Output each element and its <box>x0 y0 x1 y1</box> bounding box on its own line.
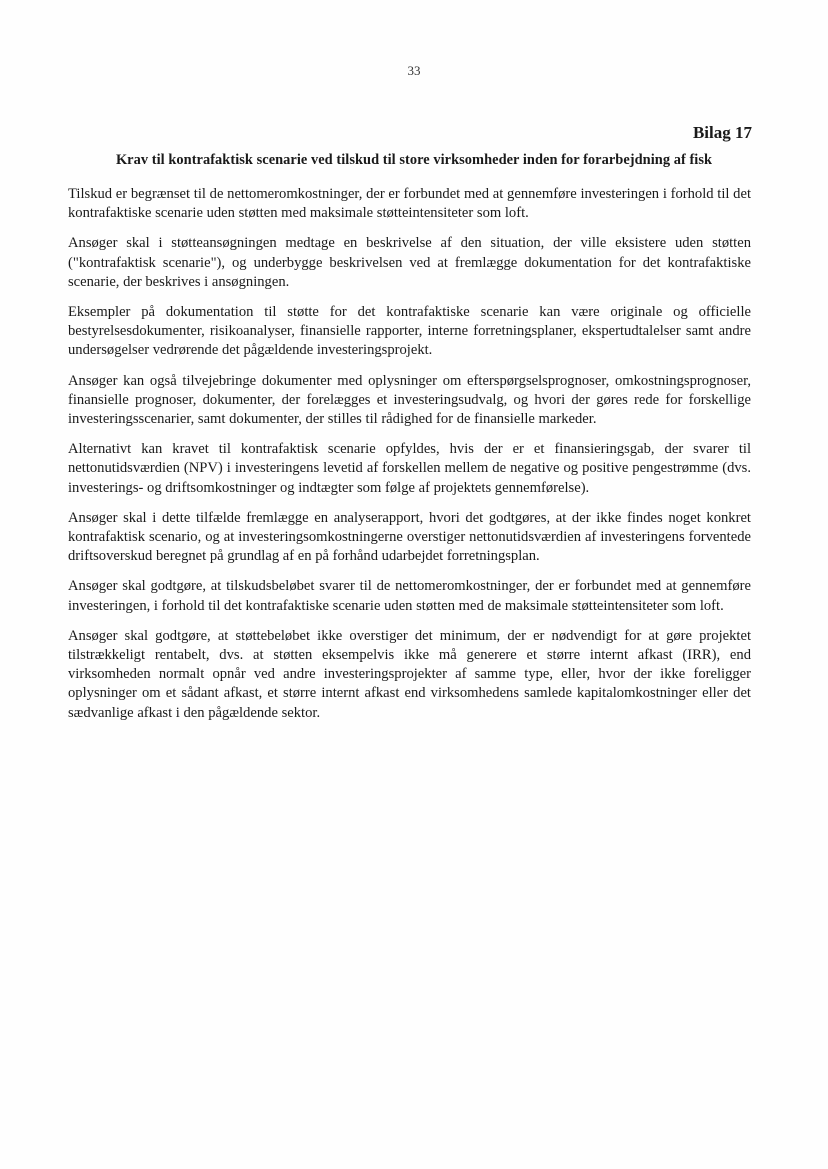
paragraph: Ansøger skal i dette tilfælde fremlægge en analyserapport, hvori det godtgøres, at der ikke findes noget konkret kontrafaktisk scenario, og at investeringsomkostningerne overstiger nettonutidsværdien af investeringens forventede driftsoverskud beregnet på grundlag af en på forhånd udarbejdet forretningsplan. <box>68 509 751 565</box>
paragraph: Ansøger skal godtgøre, at tilskudsbeløbet svarer til de nettomeromkostninger, der er forbundet med at gennemføre investeringen, i forhold til det kontrafaktiske scenarie uden støtten med de maksimale støtteintensiteter som loft. <box>68 578 751 614</box>
paragraph: Ansøger skal i støtteansøgningen medtage en beskrivelse af den situation, der ville eksistere uden støtten ("kontrafaktisk scenarie"), og underbygge beskrivelsen ved at fremlægge dokumentation for det kontrafaktiske scenarie, der beskrives i ansøgningen. <box>68 235 751 290</box>
paragraph: Ansøger skal godtgøre, at støttebeløbet ikke overstiger det minimum, der er nødvendigt for at gøre projektet tilstrækkeligt rentabelt, dvs. at støtten eksempelvis ikke må generere et større internt afkast (IRR), end virksomheden normalt opnår ved andre investeringsprojekter af samme type, eller, hvor der ikke foreligger oplysninger om et sådant afkast, et større internt afkast end virksomhedens samlede kapitalomkostninger eller det sædvanlige afkast i den pågældende sektor. <box>68 627 751 721</box>
paragraph: Ansøger kan også tilvejebringe dokumenter med oplysninger om efterspørgselsprognoser, omkostningsprognoser, finansielle prognoser, dokumenter, der forelægges et investeringsudvalg, og hvori der gøres rede for forskellige investeringsscenarier, samt dokumenter, der stilles til rådighed for de finansielle markeder. <box>68 372 751 428</box>
document-title: Krav til kontrafaktisk scenarie ved tilskud til store virksomheder inden for forarbejdning af fisk <box>115 152 713 168</box>
paragraph: Tilskud er begrænset til de nettomeromkostninger, der er forbundet med at gennemføre investeringen i forhold til det kontrafaktiske scenarie uden støtten med maksimale støtteintensiteter som loft. <box>68 186 751 222</box>
appendix-label: Bilag 17 <box>692 123 752 142</box>
paragraph: Alternativt kan kravet til kontrafaktisk scenarie opfyldes, hvis der er et finansieringsgab, der svarer til nettonutidsværdien (NPV) i investeringens levetid af forskellen mellem de negative og positive pengestrømme (dvs. investerings- og driftsomkostninger og indtægter som følge af projektets gennemførelse). <box>68 441 751 496</box>
page-number: 33 <box>407 63 421 78</box>
document-body <box>68 185 751 734</box>
paragraph: Eksempler på dokumentation til støtte for det kontrafaktiske scenarie kan være originale og officielle bestyrelsesdokumenter, risikoanalyser, finansielle rapporter, interne forretningsplaner, ekspertudtalelser samt andre undersøgelser vedrørende det pågældende investeringsprojekt. <box>68 304 751 359</box>
